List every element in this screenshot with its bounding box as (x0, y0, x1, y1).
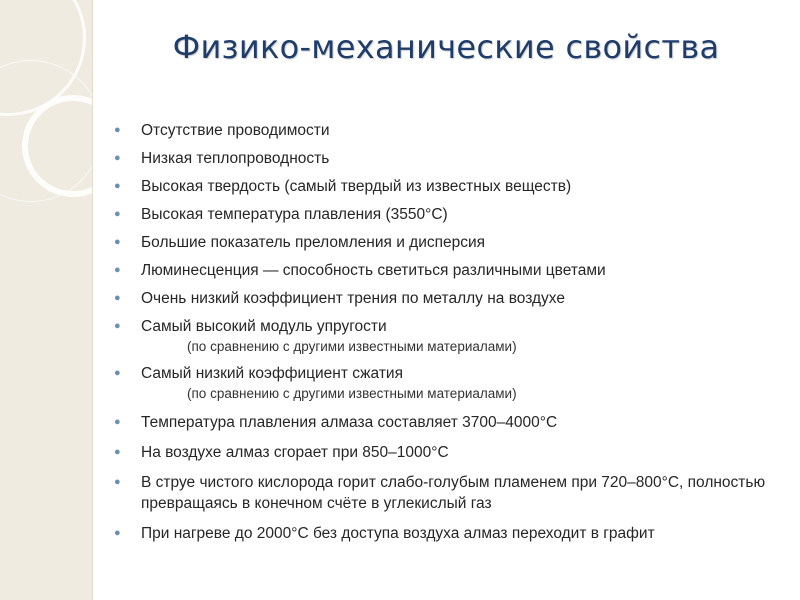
item-text: При нагреве до 2000°С без доступа воздуха алмаз переходит в графит (141, 525, 655, 542)
item-subtext: (по сравнению с другими известными материалами) (187, 386, 517, 401)
list-item (114, 148, 774, 169)
list-item (114, 442, 774, 463)
list-item (114, 412, 774, 433)
bullet-icon: ● (114, 292, 121, 304)
item-text: Низкая теплопроводность (141, 150, 330, 167)
bullet-icon: ● (114, 152, 121, 164)
item-text: Самый низкий коэффициент сжатия (141, 365, 403, 382)
list-item (114, 363, 774, 403)
list-item (114, 204, 774, 225)
list-item (114, 472, 774, 514)
item-text: В струе чистого кислорода горит слабо-голубым пламенем при 720–800°С, полностью превращаясь в конечном счёте в углекислый газ (141, 474, 766, 512)
list-item (114, 288, 774, 309)
item-text: Большие показатель преломления и дисперсия (141, 234, 486, 251)
bullet-icon: ● (114, 208, 121, 220)
list-item (114, 316, 774, 356)
properties-list (114, 120, 774, 551)
item-text: Температура плавления алмаза составляет 3700–4000°С (141, 414, 558, 431)
list-item (114, 260, 774, 281)
bullet-icon: ● (114, 476, 121, 488)
bullet-icon: ● (114, 264, 121, 276)
item-text: Отсутствие проводимости (141, 122, 330, 139)
item-text: Люминесценция — способность светиться различными цветами (141, 262, 606, 279)
item-text: Высокая температура плавления (3550°С) (141, 206, 448, 223)
bullet-icon: ● (114, 320, 121, 332)
bullet-icon: ● (114, 446, 121, 458)
slide-title: Физико-механические свойства (172, 28, 720, 66)
bullet-icon: ● (114, 124, 121, 136)
item-text: Очень низкий коэффициент трения по металлу на воздухе (141, 290, 565, 307)
bullet-icon: ● (114, 527, 121, 539)
bullet-icon: ● (114, 367, 121, 379)
item-text: На воздухе алмаз сгорает при 850–1000°С (141, 444, 449, 461)
bullet-icon: ● (114, 236, 121, 248)
item-subtext: (по сравнению с другими известными материалами) (187, 339, 517, 354)
item-text: Высокая твердость (самый твердый из известных веществ) (141, 178, 572, 195)
decorative-side-panel (0, 0, 93, 600)
item-text: Самый высокий модуль упругости (141, 318, 387, 335)
bullet-icon: ● (114, 416, 121, 428)
list-item (114, 120, 774, 141)
list-item (114, 232, 774, 253)
list-item (114, 176, 774, 197)
list-item (114, 523, 774, 544)
bullet-icon: ● (114, 180, 121, 192)
